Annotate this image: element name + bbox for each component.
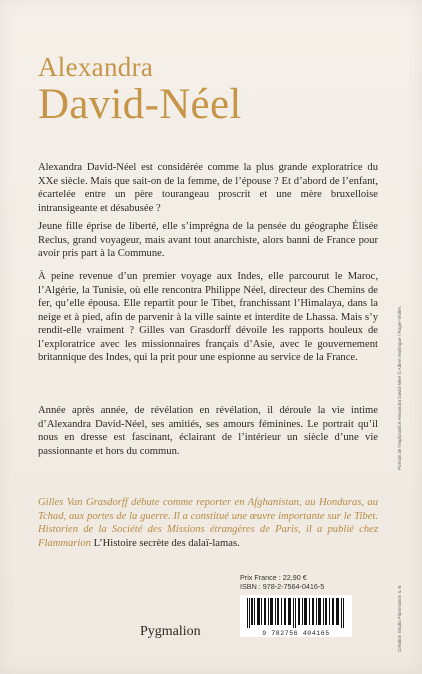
photo-credit: Portrait de l’exploratrice Alexandra David-Néel © Albert Harlingue / Roger-Viollet. <box>397 305 402 470</box>
author-bio-italic: Gilles Van Grasdorff débute comme reporter en Afghanistan, au Honduras, au Tchad, aux portes de la guerre. Il a constitué une œuvre importante sur le Tibet. Historien de la Société des Missions étrangères de Paris, il a publié chez Flammarion <box>38 497 378 549</box>
price-label: Prix France : 22,90 € <box>240 573 307 582</box>
isbn-label: ISBN : 978-2-7564-0416-5 <box>240 582 325 591</box>
blurb-paragraph-3: À peine revenue d’un premier voyage aux Indes, elle parcourut le Maroc, l’Algérie, la Tunisie, où elle rencontra Philippe Néel, directeur des Chemins de fer, qu’elle épousa. Elle repartit pour le Tibet, franchissant l’Himalaya, dans la neige et à pied, afin de parvenir à la ville sainte et interdite de Lhassa. Mais s’y rendit-elle vraiment ? Gilles van Grasdorff dévoile les rapports houleux de l’exploratrice avec les missionnaires français d’Asie, avec le gouvernement britannique des Indes, qui la prit pour une espionne au service de la France. <box>38 271 378 363</box>
reference-code: IL-8 <box>397 585 402 594</box>
title-first-name: Alexandra <box>38 52 154 82</box>
blurb-paragraph-2: Jeune fille éprise de liberté, elle s’imprégna de la pensée du géographe Élisée Reclus, grand voyageur, mais avant tout anarchiste, alors banni de France pour avoir pris part à la Commune. <box>38 221 378 259</box>
blurb-paragraph-1: Alexandra David-Néel est considérée comme la plus grande exploratrice du XXe siècle. Mais que sait-on de la femme, de l’épouse ? Et d’abord de l’enfant, écartelée entre un père tourangeau proscrit et une mère bruxelloise intransigeante et désabusée ? <box>38 162 378 214</box>
author-bio <box>38 496 378 550</box>
title-last-name: David-Néel <box>38 81 242 128</box>
author-bio-book-title: L’Histoire secrète des dalaï-lamas. <box>90 537 240 549</box>
studio-credit <box>397 586 402 652</box>
barcode <box>240 595 352 637</box>
publisher-name: Pygmalion <box>140 624 201 639</box>
barcode-number: 9 782756 404165 <box>262 630 330 637</box>
blurb-paragraph-4: Année après année, de révélation en révélation, il déroule la vie intime d’Alexandra David-Néel, ses amitiés, ses amours féminines. Le portrait qu’il nous en dresse est fascinant, éclairant de l’intérieur un siècle d’une vie passionnante et hors du commun. <box>38 405 378 457</box>
studio-credit-text: Création Studio Flammarion <box>397 594 402 652</box>
price-block <box>240 573 324 591</box>
barcode-bars <box>247 598 345 628</box>
